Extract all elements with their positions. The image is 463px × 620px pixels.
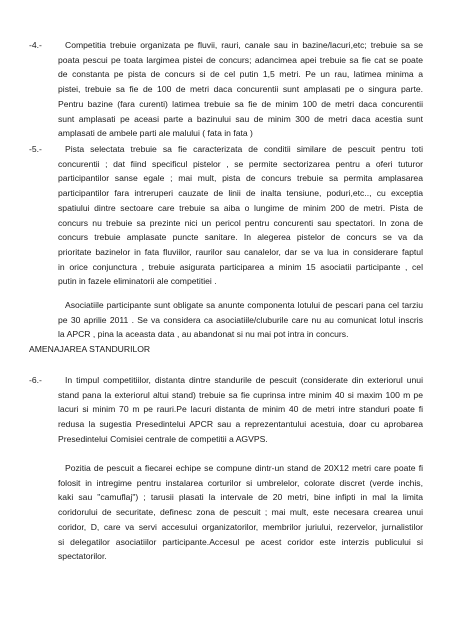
text-line: coridorului de securitate, definesc zona de pescuit ; mai mult, este necesara crearea unui (58, 507, 423, 518)
section-number: -4.- (29, 40, 42, 50)
text-line: lacuri si minim 70 m pe rauri.Pe lacuri distanta de minim 40 de metri intre standuri poate fi (58, 404, 423, 415)
text-line: Competitia trebuie organizata pe fluvii, rauri, canale sau in bazine/lacuri,etc; trebuie sa se (65, 40, 423, 50)
section-number: -5.- (29, 144, 42, 154)
text-line: concurentii ; dat fiind specificul pistelor , se permite sectorizarea pentru a oferi tuturor (58, 158, 423, 169)
text-line: poata pescui pe toata largimea pistei de concurs; adancimea apei trebuie sa fie cat se poate (58, 54, 423, 65)
section-4-text (58, 38, 423, 141)
section-5-extra (58, 298, 423, 342)
text-line: folosit in intregime pentru instalarea corturilor si umbrelelor, colorate discret (verde inchis, (58, 477, 423, 488)
text-line: spatiului dintre sectoare care trebuie sa aiba o lungime de minim 200 de metri. Pista de (58, 202, 423, 213)
section-6-extra (58, 461, 423, 564)
text-line: participantilor sanse egale ; mai mult, pista de concurs trebuie sa permita amplasarea (58, 173, 423, 184)
text-line: Asociatiile participante sunt obligate sa anunte componenta lotului de pescari pana cel tarziu (65, 300, 423, 310)
text-line: Presedintelui Comisiei centrale de competitii a AGVPS. (58, 433, 268, 444)
text-line: Pista selectata trebuie sa fie caracterizata de conditii similare de pescuit pentru toti (65, 144, 423, 154)
text-line: la APCR , pina la aceasta data , au abandonat si nu mai pot intra in concurs. (58, 329, 349, 340)
text-line: in orice conjunctura , trebuie asigurata participarea a minim 15 asociatii participante , cel (58, 261, 423, 272)
text-line: participantilor fara intreruperi cauzate de linii de inalta tensiune, poduri,etc.., cu exceptia (58, 188, 423, 199)
text-line: prioritate bazinelor in fata fluviilor, raurilor sau canalelor, dar se va lua in considerare faptul (58, 246, 423, 257)
text-line: spectatorilor. (58, 551, 107, 562)
text-line: kaki sau "camuflaj") ; tarusii plasati la intervale de 20 metri, bine infipti in mal la limita (58, 492, 423, 503)
text-line: coridor, D, care va servi accesului organizatorilor, membrilor juriului, rezervelor, jurnalistilor (58, 521, 423, 532)
text-line: Pozitia de pescuit a fiecarei echipe se compune dintr-un stand de 20X12 metri care poate fi (65, 463, 423, 473)
text-line: stand pana la exteriorul altui stand) trebuie sa fie cuprinsa intre minim 40 si maxim 100 m pe (58, 389, 423, 400)
section-5-text (58, 142, 423, 289)
text-line: sunt amplasati pe aceasi parte a bazinului sau de minim 300 de metri daca acestia sunt (58, 113, 423, 124)
text-line: In timpul competitiilor, distanta dintre standurile de pescuit (considerate din exteriorul unui (65, 375, 423, 385)
section-6-text (58, 373, 423, 447)
section-heading: AMENAJAREA STANDURILOR (29, 344, 151, 354)
section-number: -6.- (29, 375, 42, 385)
text-line: amplasati de ambele parti ale malului ( fata in fata ) (58, 128, 253, 139)
text-line: Pentru bazine (fara curenti) latimea trebuie sa fie de minim 100 de metri daca concurentii (58, 98, 423, 109)
text-line: pe 30 aprilie 2011 . Se va considera ca asociatiile/cluburile care nu au comunicat lotul inscris (58, 314, 423, 325)
text-line: concurs nu trebuie sa prezinte nici un pericol pentru concurenti sau spectatori. In zona de (58, 217, 423, 228)
text-line: pistei, trebuie sa fie de 100 de metri daca concurentii sunt amplasati pe o singura parte. (58, 84, 423, 95)
text-line: putin in fazele eliminatorii ale competitiei . (58, 276, 217, 287)
text-line: concurs trebuie amplasate puncte sanitare. In alegerea pistelor de concurs se va da (58, 232, 423, 243)
text-line: de constanta pe pista de concurs si de cel putin 1,5 metri. Pe un rau, latimea minima a (58, 69, 423, 80)
text-line: redusa la sugestia Presedintelui APCR sau a reprezentantului acestuia, doar cu aprobarea (58, 419, 423, 430)
text-line: si delegatilor asociatiilor participante.Accesul pe acest coridor este interzis publicului si (58, 536, 423, 547)
